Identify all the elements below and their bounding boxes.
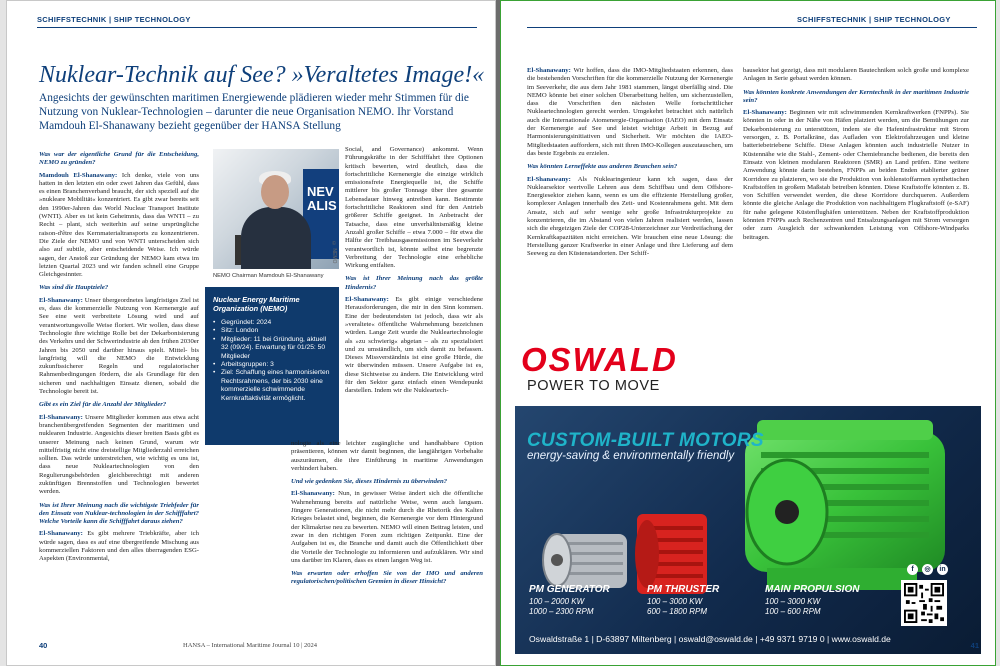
right-column-2: [743, 67, 969, 325]
interview-question: Und wie gedenken Sie, dieses Hindernis zu überwinden?: [291, 478, 448, 486]
answer-paragraph: Social, and Governance) ankommt. Wenn Führungskräfte in der Schifffahrt ihre Optionen kritisch bewerten, wird deutlich, dass die fortschrittliche Kernenergie die einzige wirklich emissionsfreie Energiequelle ist, die Schiffe mittlerer bis großer Tonnage über ihre gesamte Lebensdauer hinweg antreiben kann. Bestimmte fortschrittliche Reaktoren sind für den Antrieb größerer Schiffe geeignet. In Anbetracht der Tatsache, dass eine unverhältnismäßig kleine Anzahl großer Schiffe – etwa 7.000 – für etwa die Hälfte der Treibhausgasemissionen im Seeverkehr verantwortlich ist, könnte selbst eine begrenzte Verbreitung der Technologie eine erhebliche Wirkung entfalten.: [345, 146, 483, 270]
left-column-2-continued: [291, 440, 483, 630]
factbox-item: • Arbeitsgruppen: 3: [213, 361, 331, 369]
photo-caption: NEMO Chairman Mamdouh El-Shanawany: [213, 273, 324, 279]
photo-figure-head: [261, 175, 289, 209]
spec-speed: 1000 – 2300 RPM: [529, 607, 594, 616]
factbox-title: Nuclear Energy Maritime Organization (NEMO): [213, 295, 300, 313]
answer-paragraph: El-Shanawany: Nun, in gewisser Weise ändert sich die öffentliche Wahrnehmung bereits auf natürliche Weise, wenn auch langsam. Jüngere Generationen, die nicht mehr durch die Rhetorik des Kalten Krieges belastet sind, beginnen, die Kernenergie vor dem Hintergrund der Klimakrise neu zu bewerten. NEMO will einen Beitrag leisten, und zwar in den richtigen Foren zum richtigen Zeitpunkt. Eine der Aufgaben ist es, die Branche und damit auch die Öffentlichkeit über die Vorteile der Technologie zu informieren und aufzuklären. Wir sind uns darüber im Klaren, dass es einen langen Weg ist.: [291, 490, 483, 564]
answer-paragraph: Mamdouh El-Shanawany: Ich denke, viele von uns hatten in den letzten ein oder zwei Jahren das Gefühl, dass es einen Branchenverband braucht, der sich speziell auf die »nukleare Mobilität« konzentriert. Es gibt zwar bereits seit den 1990er-Jahren das World Nuclear Transport Institute (WNTI). Aber es ist kein Geheimnis, dass das WNTI – zu Recht – plant, sich weiterhin auf seine ursprüngliche raison-d'être des Kernmaterialtransports zu konzentrieren. Die Ziele der NEMO und von WNTI unterscheiden sich also auf subtile, aber entscheidende Weise. Ich würde sagen, der Anstoß zur Gründung der NEMO kam etwa im letzten Quartal 2023 und wir fanden schnell eine Gruppe Gleichgesinnter.: [39, 171, 199, 279]
ad-panel: [515, 406, 981, 654]
spec-power: 100 – 3000 KW: [647, 597, 703, 606]
factbox-item: • Mitglieder: 11 bei Gründung, aktuell 32 (09/24). Erwartung für 01/25: 50 Mitglieder: [213, 336, 331, 361]
interview-question: Was könnten Lerneffekte aus anderen Branchen sein?: [527, 163, 678, 171]
facebook-icon[interactable]: f: [907, 564, 918, 575]
speaker-label: El-Shanawany:: [527, 175, 578, 183]
journal-footer: HANSA – International Maritime Journal 10 | 2024: [183, 642, 317, 649]
left-column-1: [39, 146, 199, 634]
speaker-label: El-Shanawany:: [39, 530, 88, 538]
article-lede: Angesichts der gewünschten maritimen Energiewende plädieren wieder mehr Stimmen für die Nutzung von Nuklear-Technologien – darunter die neue Organisation NEMO. Ihr Vorstand Mamdouh El-Shanawany bezieht gegenüber der HANSA Stellung: [39, 92, 469, 132]
social-icons: [907, 564, 948, 575]
factbox-list: [213, 319, 331, 403]
qr-code-icon[interactable]: [901, 580, 947, 626]
speaker-label: El-Shanawany:: [39, 413, 86, 421]
speaker-label: Mamdouh El-Shanawany:: [39, 171, 122, 179]
left-page: [6, 0, 496, 666]
photo-figure-body: [241, 207, 311, 269]
header-rule: [527, 27, 977, 28]
speaker-label: El-Shanawany:: [39, 296, 85, 304]
answer-paragraph: El-Shanawany: Als Nuklearingenieur kann ich sagen, dass der Nuklearsektor wertvolle Lehren aus dem Schiffbau und dem Offshore-Energiesektor ziehen kann, wenn es um die effiziente Herstellung großer, komplexer Anlagen innerhalb des Zeit- und Kostenrahmens geht. Mit dem Ansatz, sich auf sehr wenige sehr große Infrastrukturprojekte zu konzentrieren, die im Abstand von vielen Jahren realisiert werden, lassen sich die ehrgeizigen Ziele der COP28-Unterzeichner zur Verdreifachung der Kernkraftkapazitäten nicht erreichen. Wir brauchen eine neue Lösung: die Herstellung ganzer Kraftwerke in einer Anlage und ihre Lieferung auf dem Seeweg zu den Küstenstandorten. Der Schiff-: [527, 175, 733, 258]
interview-question: Was war der eigentliche Grund für die Entscheidung, NEMO zu gründen?: [39, 151, 199, 167]
nemo-factbox: [205, 287, 339, 445]
spec-title: PM GENERATOR: [529, 584, 610, 595]
factbox-item: • Gegründet: 2024: [213, 319, 331, 327]
interview-question: Gibt es ein Ziel für die Anzahl der Mitglieder?: [39, 401, 167, 409]
answer-paragraph: El-Shanawany: Wir hoffen, dass die IMO-Mitgliedstaaten erkennen, dass die bestehenden Vorschriften für die kommerzielle Nutzung der Kernenergie im Seeverkehr, die aus dem Jahr 1981 stammen, längst überfällig sind. Die NEMO könnte bei einer solchen Überarbeitung helfen, um sicherzustellen, dass die Vorschriften den nächsten Welle fortschrittlicher Nukleartechnologien gerecht werden. Umgekehrt betrachtet sich natürlich auch die Internationale Atomenergie-Organisation (IAEO) mit dem Einsatz der Kernenergie auf See und leistet wichtige Arbeit in Bezug auf Harmonisierungsinitiativen und Sicherheit. Wir möchten die IAEO-Mitgliedstaaten auffordern, sich mit ihren IMO-Kollegen auszutauschen, um das beste Ergebnis zu erzielen.: [527, 67, 733, 157]
factbox-item: • Sitz: London: [213, 327, 331, 335]
spec-main-propulsion: [765, 584, 859, 617]
answer-paragraph: nologie als eine leichter zugängliche und handhabbare Option präsentieren, können wir damit beginnen, die langjährigen Vorbehalte auszuräumen, die ihre Einführung in maritime Anwendungen verhindert haben.: [291, 440, 483, 472]
ad-subline: energy-saving & environmentally friendly: [527, 450, 735, 462]
interview-question: Was könnten konkrete Anwendungen der Kerntechnik in der maritimen Industrie sein?: [743, 88, 969, 104]
answer-paragraph: El-Shanawany: Beginnen wir mit schwimmenden Kernkraftwerken (FNPPs). Sie könnten in oder in der Nähe von Häfen platziert werden, um die Bemühungen zur Dekarbonisierung zu unterstützen, indem sie die Hafeninfrastruktur mit Strom versorgen, z. B. Portalkräne, das Aufladen von Elektrofahrzeugen und kleine batteriebetriebene Schiffe. Diese Anlagen könnten auch industrielle Nutzer in Küstennähe wie die Stahl-, Zement- oder Chemiebranche bedienen, die bereits den Einsatz von kleinen modularen Reaktoren (SMR) an Land prüfen. Eine weitere Anwendung könnte darin bestehen, FNPPs an beiden Enden etablierter grüner Korridore zu platzieren, wo sie die Produktion von kohlenstoffarmen synthetischen Kraftstoffen in großem Maßstab betreiben könnten. Diese Kraftstoffe könnten z. B. von Schiffen verwendet werden, die diese Korridore durchqueren. Außerdem könnte die gleiche Anlage die Produktion von nachhaltigem Flugkraftstoff (e-SAF) für nahe gelegene Küstenflughäfen unterstützen. Neben der Kraftstoffproduktion könnten FNPPs auch Rechenzentren und Entsalzungsanlagen mit Strom versorgen oder zum Ausgleich der schwankenden Leistung von Offshore-Windparks beitragen.: [743, 109, 969, 241]
section-label: SCHIFFSTECHNIK | SHIP TECHNOLOGY: [797, 15, 951, 24]
spec-power: 100 – 3000 KW: [765, 597, 821, 606]
spec-pm-generator: [529, 584, 610, 617]
factbox-item: • Ziel: Schaffung eines harmonisierten Rechtsrahmens, der bis 2030 eine kommerzielle schwimmende Kernkraftaktivität ermöglicht.: [213, 369, 331, 403]
header-rule: [37, 27, 477, 28]
spec-speed: 100 – 600 RPM: [765, 607, 821, 616]
spec-title: MAIN PROPULSION: [765, 584, 860, 595]
oswald-logo: OSWALD: [521, 341, 678, 378]
photo-microphone: [235, 235, 241, 265]
portrait-photo: [213, 149, 339, 269]
speaker-label: El-Shanawany:: [743, 109, 790, 117]
speaker-label: El-Shanawany:: [291, 490, 339, 498]
interview-question: Was ist Ihrer Meinung nach die wichtigste Triebfeder für den Einsatz von Nuklear-technologien in der Schifffahrt? Welche Vorteile kann die Schifffahrt daraus ziehen?: [39, 501, 199, 526]
oswald-advertisement: [507, 331, 987, 661]
left-column-2: [345, 146, 483, 436]
instagram-icon[interactable]: ◎: [922, 564, 933, 575]
speaker-label: El-Shanawany:: [345, 296, 396, 304]
answer-paragraph: bausektor hat gezeigt, dass mit modularen Bautechniken solch große und komplexe Anlagen in Serie gebaut werden können.: [743, 67, 969, 83]
right-column-1: [527, 67, 733, 325]
section-label: SCHIFFSTECHNIK | SHIP TECHNOLOGY: [37, 15, 191, 24]
spec-title: PM THRUSTER: [647, 584, 720, 595]
spec-power: 100 – 2000 KW: [529, 597, 585, 606]
page-number: 40: [39, 641, 48, 650]
answer-paragraph: El-Shanawany: Unsere Mitglieder kommen aus etwa acht branchenübergreifenden Segmenten der maritimen und nuklearen Industrie. Angesichts dieser breiten Basis gibt es unserer Meinung nach keinen Grund, warum wir mittelfristig nicht eine dreistellige Mitgliederzahl erreichen sollten. Das würde unterstreichen, wie wichtig es uns ist, dass neue Nukleartechnologien von den Regulierungsbehörden gleichberechtigt mit anderen zukünftigen Brennstoffen und Technologien bewertet werden.: [39, 413, 199, 496]
backdrop-text: NEV ALIS: [307, 184, 337, 213]
answer-paragraph: El-Shanawany: Es gibt mehrere Triebkräfte, aber ich würde sagen, dass es auf eine übergreifende Mischung aus kommerziellen Faktoren und den alles überragenden ESG-Aspekten (Environmental,: [39, 530, 199, 563]
answer-paragraph: El-Shanawany: Es gibt einige verschiedene Herausforderungen, die mir in den Sinn kommen. Eine der bedeutendsten ist jedoch, dass wir als »veraltete« öffentliche Wahrnehmung bezeichnen würden. Lange Zeit wurde die Nukleartechnologie als »zu schwierig« abgetan – als zu spezialisiert und zu umständlich, um sich damit zu befassen. Dieses Missverständnis ist eine große Hürde, die wir überwinden müssen. Unsere Aufgabe ist es, diese Sichtweise zu ändern. Die Entwicklung wird für den Sektor ganz einfach einen Wendepunkt darstellen. Indem wir die Nukleartech-: [345, 296, 483, 395]
interview-question: Was sind die Hauptziele?: [39, 284, 109, 292]
interview-question: Was erwarten oder erhoffen Sie von der IMO und anderen regulatorischen/politischen Gremien in dieser Hinsicht?: [291, 570, 483, 586]
photo-credit: © NEMO: [331, 240, 337, 263]
oswald-slogan: POWER TO MOVE: [527, 378, 660, 394]
interview-question: Was ist Ihrer Meinung nach das größte Hindernis?: [345, 275, 483, 291]
ad-contact-line: Oswaldstraße 1 | D-63897 Miltenberg | oswald@oswald.de | +49 9371 9719 0 | www.oswald.de: [529, 634, 891, 644]
page-number: 41: [970, 641, 979, 650]
answer-paragraph: El-Shanawany: Unser übergeordnetes langfristiges Ziel ist es, dass die kommerzielle Nutzung von Kernenergie auf See eine weit verbreitete Lösung wird und auf verantwortungsvolle Weise floriert. Wir wollen, dass diese Technologie ihre wichtige Rolle bei der Dekarbonisierung des Verkehrs und der Schwerindustrie ab den frühen 2030er Jahren bis 2050 und darüber hinaus spielt. Mittel- bis langfristig will die NEMO die Entwicklung zukunftssicherer Regeln und regulatorischer Rahmenbedingungen fördern, die als Grundlage für den sicheren und nachhaltigen Einsatz dienen, sobald die Technologie bereit ist.: [39, 296, 199, 396]
spec-pm-thruster: [647, 584, 719, 617]
ad-headline: CUSTOM-BUILT MOTORS: [527, 430, 764, 451]
right-page: [500, 0, 996, 666]
article-headline: Nuklear-Technik auf See? »Veraltetes Image!«: [39, 62, 485, 88]
speaker-label: El-Shanawany:: [527, 67, 574, 74]
linkedin-icon[interactable]: in: [937, 564, 948, 575]
spec-speed: 600 – 1800 RPM: [647, 607, 708, 616]
